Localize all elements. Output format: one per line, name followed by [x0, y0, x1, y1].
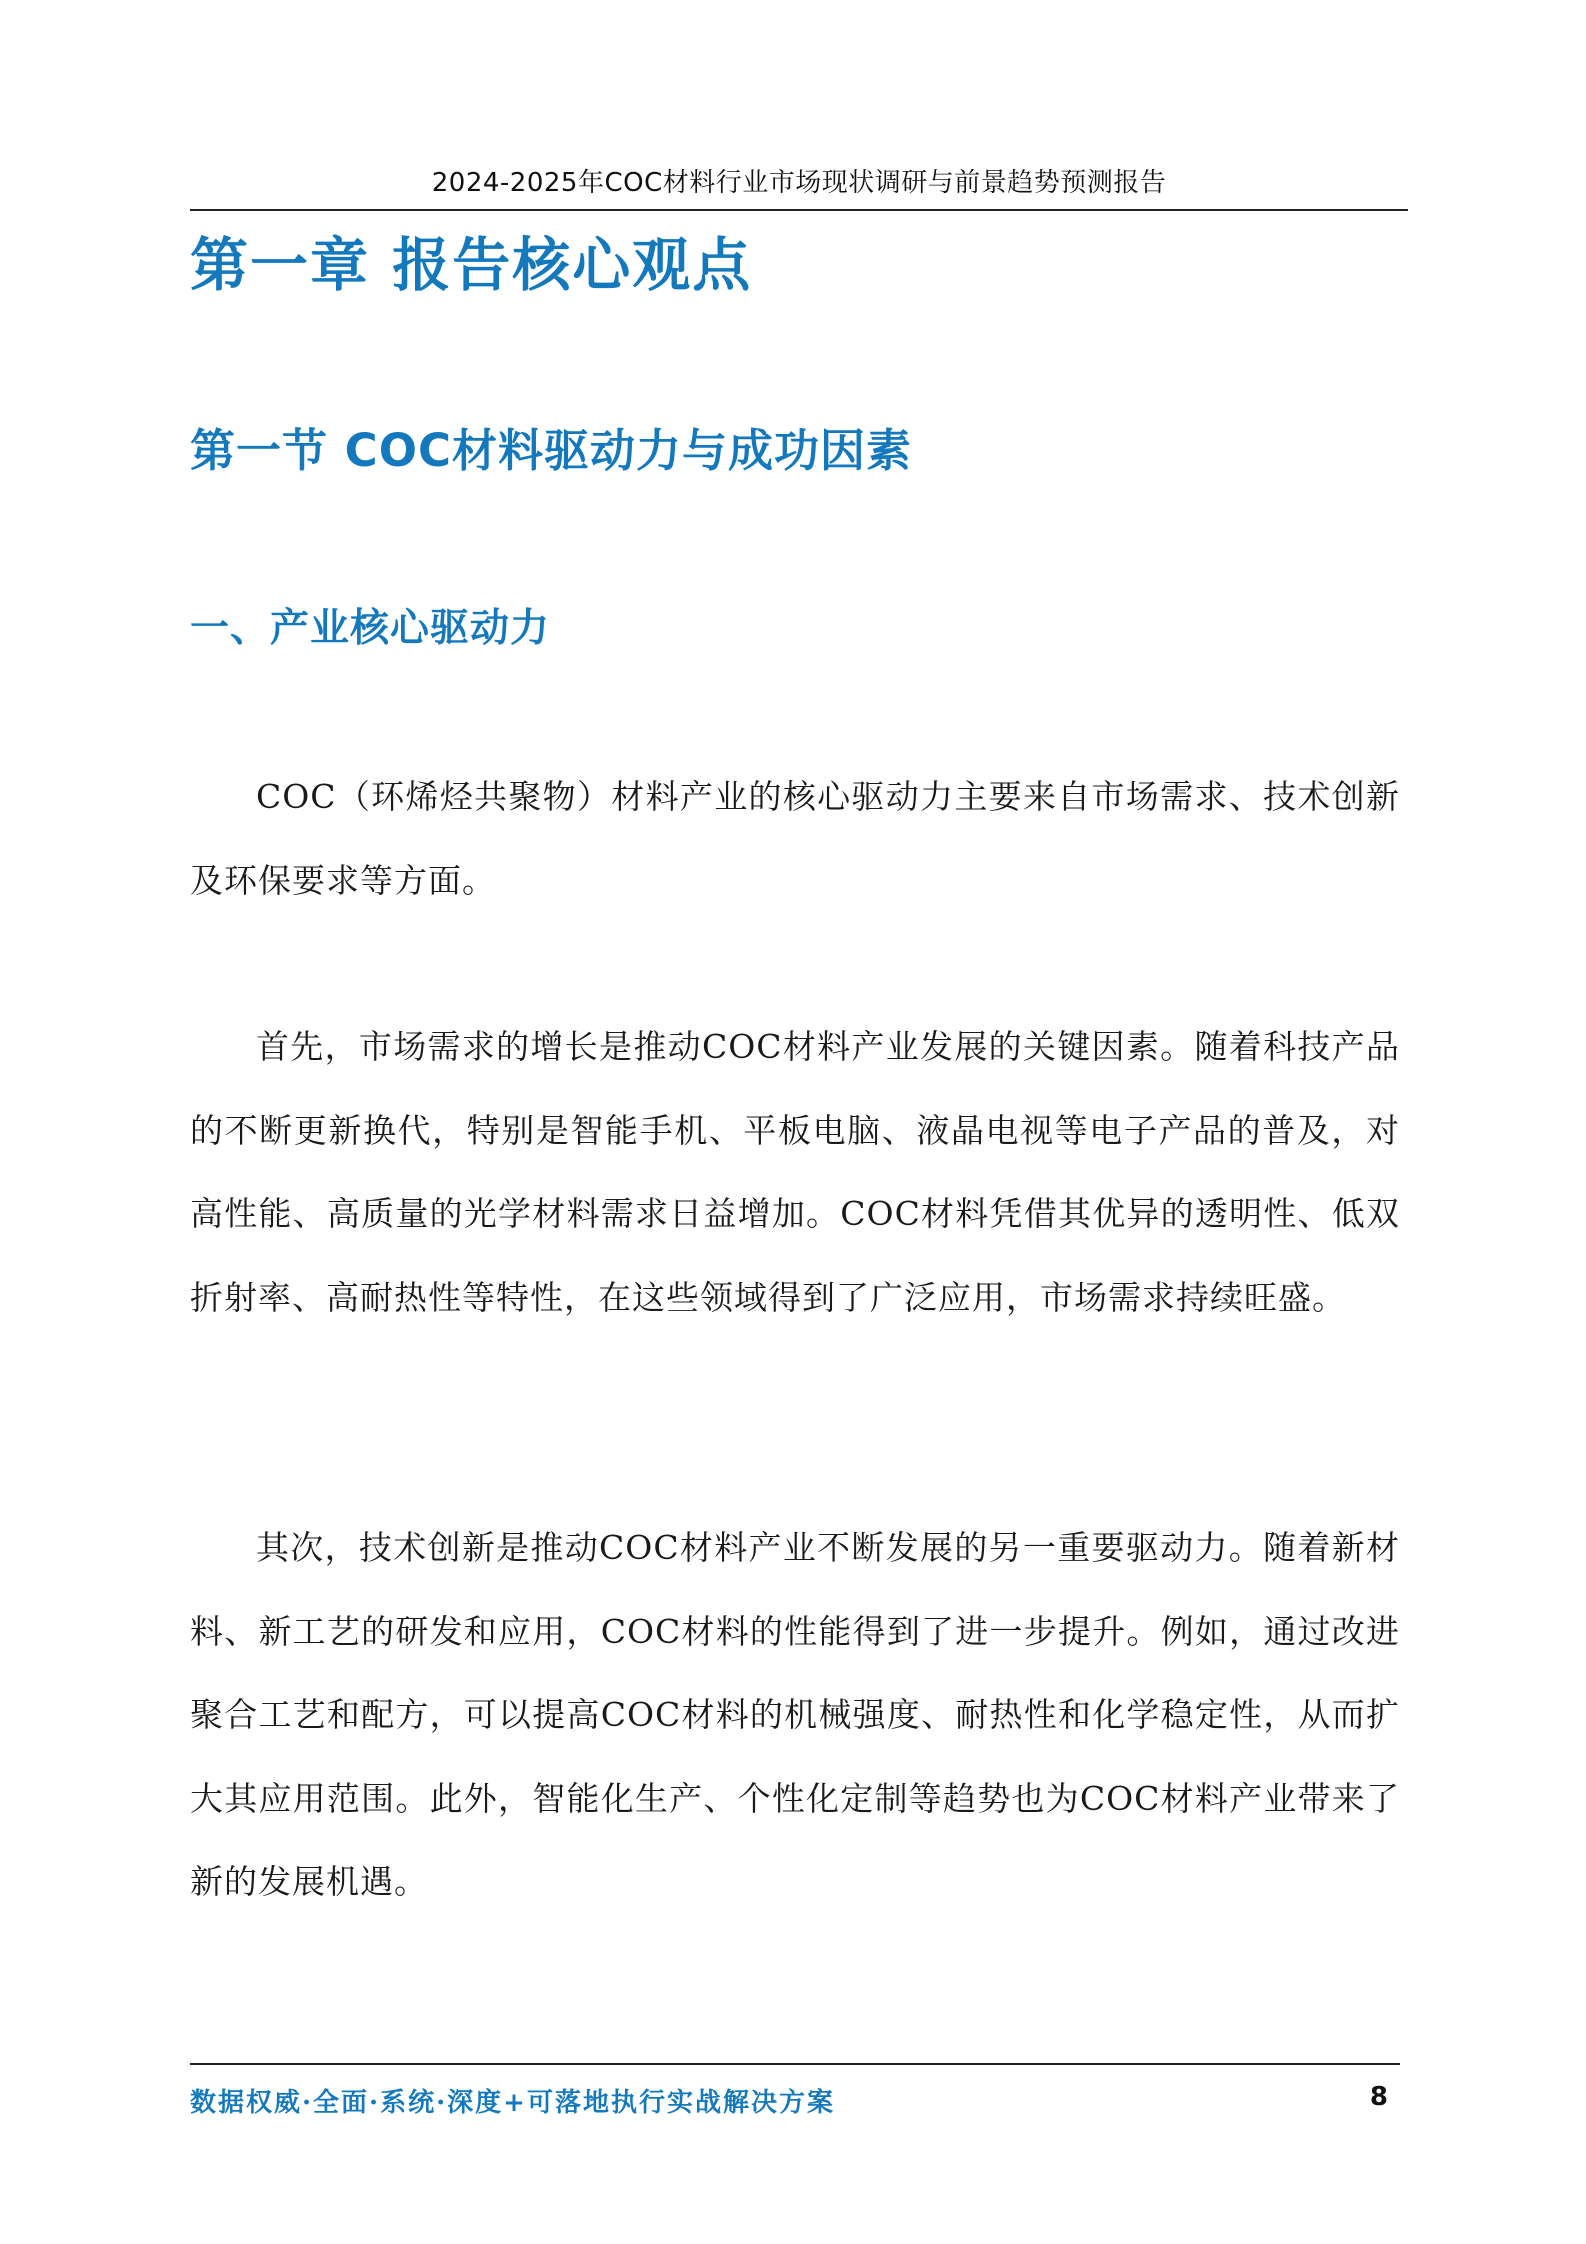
header-divider [190, 209, 1408, 211]
paragraph-market-demand: 首先，市场需求的增长是推动COC材料产业发展的关键因素。随着科技产品的不断更新换代，特别是智能手机、平板电脑、液晶电视等电子产品的普及，对高性能、高质量的光学材料需求日益增加。COC材料凭借其优异的透明性、低双折射率、高耐热性等特性，在这些领域得到了广泛应用，市场需求持续旺盛。 [190, 1027, 1400, 1317]
footer-slogan: 数据权威·全面·系统·深度+可落地执行实战解决方案 [190, 2088, 835, 2118]
footer-divider [190, 2063, 1400, 2065]
section-title: 第一节 COC材料驱动力与成功因素 [190, 424, 912, 477]
page-number: 8 [1369, 2082, 1388, 2112]
chapter-title: 第一章 报告核心观点 [190, 231, 753, 299]
paragraph-intro: COC（环烯烃共聚物）材料产业的核心驱动力主要来自市场需求、技术创新及环保要求等方面。 [190, 777, 1400, 900]
running-header-title: 2024-2025年COC材料行业市场现状调研与前景趋势预测报告 [431, 168, 1167, 198]
paragraph-tech-innovation: 其次，技术创新是推动COC材料产业不断发展的另一重要驱动力。随着新材料、新工艺的研发和应用，COC材料的性能得到了进一步提升。例如，通过改进聚合工艺和配方，可以提高COC材料的机械强度、耐热性和化学稳定性，从而扩大其应用范围。此外，智能化生产、个性化定制等趋势也为COC材料产业带来了新的发展机遇。 [190, 1528, 1400, 1901]
subsection-title: 一、产业核心驱动力 [190, 606, 551, 651]
